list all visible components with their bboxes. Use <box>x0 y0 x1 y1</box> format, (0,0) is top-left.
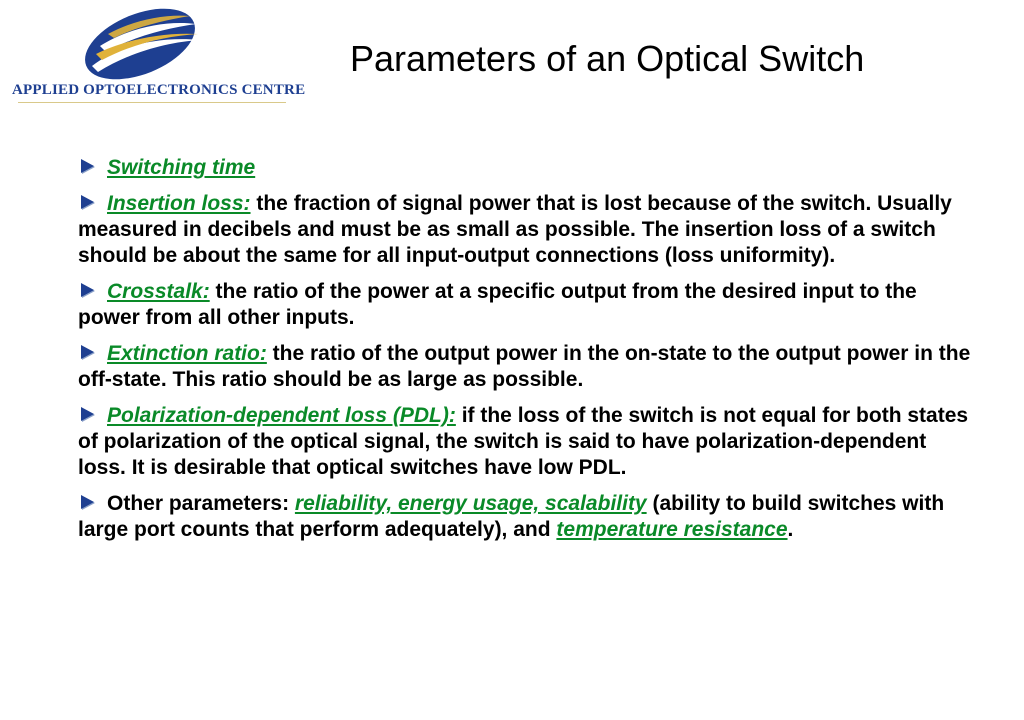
triangle-bullet-icon <box>81 495 94 509</box>
term-label: temperature resistance <box>556 518 788 541</box>
term-description: the fraction of signal power that is lost because of the switch. Usually measured in decibels and must be as small as possible. The insertion loss of a switch should be about the same for all input-output connections (loss uniformity). <box>78 192 952 267</box>
triangle-bullet-icon <box>81 345 94 359</box>
term-label: Extinction ratio: <box>107 342 267 365</box>
list-item <box>78 491 978 543</box>
triangle-bullet-icon <box>81 407 94 421</box>
term-label: Polarization-dependent loss (PDL): <box>107 404 456 427</box>
logo-swoosh-icon <box>78 6 208 82</box>
logo-text: APPLIED OPTOELECTRONICS CENTRE <box>12 82 306 98</box>
triangle-bullet-icon <box>81 195 94 209</box>
term-label: Insertion loss: <box>107 192 251 215</box>
other-middle: (ability to build switches with large port counts that perform adequately), and <box>78 492 945 541</box>
list-item <box>78 191 978 269</box>
term-description: the ratio of the output power in the on-state to the output power in the off-state. This ratio should be as large as possible. <box>78 342 971 391</box>
logo <box>8 6 306 106</box>
other-lead: Other parameters: <box>107 492 295 515</box>
other-end: . <box>787 518 794 541</box>
term-label: Crosstalk: <box>107 280 210 303</box>
list-item <box>78 341 978 393</box>
triangle-bullet-icon <box>81 283 94 297</box>
term-description: if the loss of the switch is not equal for both states of polarization of the optical signal, the switch is said to have polarization-dependent loss. It is desirable that optical switches have low PDL. <box>78 404 969 479</box>
term-label: reliability, energy usage, scalability <box>294 492 647 515</box>
list-item <box>78 403 978 481</box>
list-item <box>78 279 978 331</box>
list-item <box>78 155 978 181</box>
term-label: Switching time <box>107 156 256 179</box>
bullet-list <box>78 155 978 553</box>
page-title: Parameters of an Optical Switch <box>350 38 865 79</box>
triangle-bullet-icon <box>81 159 94 173</box>
term-description: the ratio of the power at a specific output from the desired input to the power from all other inputs. <box>78 280 917 329</box>
logo-underline <box>18 102 286 103</box>
